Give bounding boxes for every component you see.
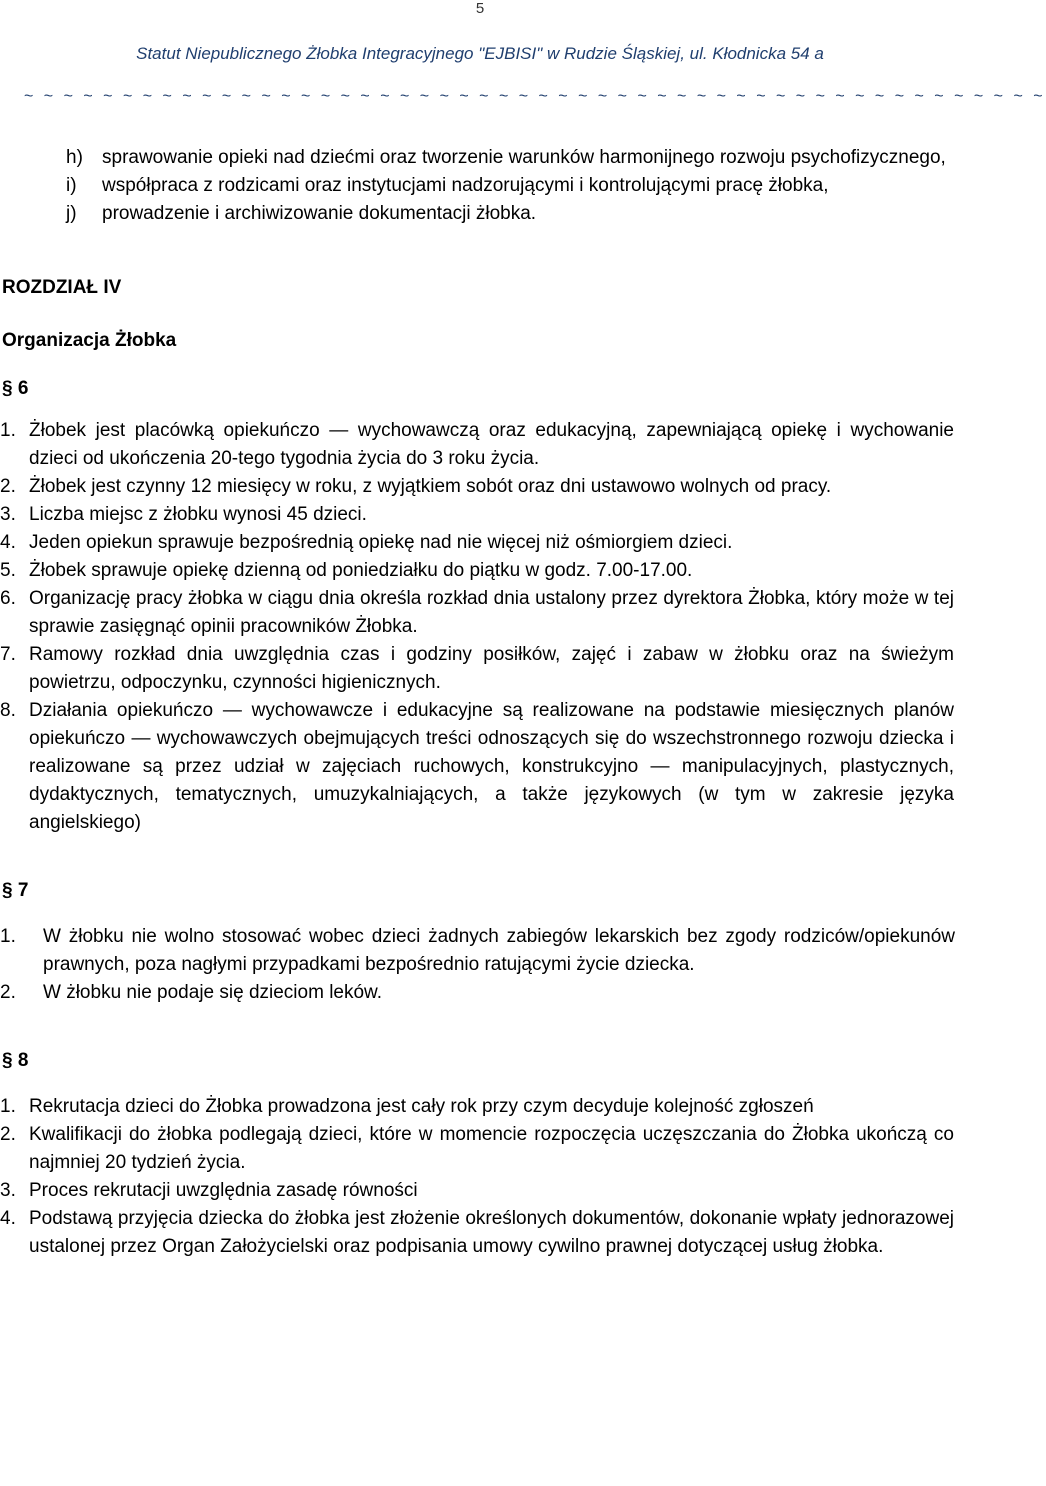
page-number: 5 xyxy=(475,0,485,17)
list-marker: 4. xyxy=(0,1208,16,1229)
list-text: sprawowanie opieki nad dziećmi oraz tworzenie warunków harmonijnego rozwoju psychofizycznego, xyxy=(102,147,946,168)
list-text: Żłobek jest czynny 12 miesięcy w roku, z wyjątkiem sobót oraz dni ustawowo wolnych od pracy. xyxy=(29,476,832,497)
list-text: współpraca z rodzicami oraz instytucjami nadzorującymi i kontrolującymi pracę żłobka, xyxy=(102,175,829,196)
list-item xyxy=(0,923,955,979)
section-heading-6: § 6 xyxy=(2,378,29,399)
list-item xyxy=(0,501,954,529)
list-text: Podstawą przyjęcia dziecka do żłobka jest złożenie określonych dokumentów, dokonanie wpłaty jednorazowej ustalonej przez Organ Założycielski oraz podpisania umowy cywilno prawnej dotyczącej usług żłobka. xyxy=(29,1208,954,1257)
list-marker: 1. xyxy=(0,1096,16,1117)
list-text: prowadzenie i archiwizowanie dokumentacji żłobka. xyxy=(102,203,537,224)
list-marker: 5. xyxy=(0,560,16,581)
list-text: Ramowy rozkład dnia uwzględnia czas i godziny posiłków, zajęć i zabaw w żłobku oraz na świeżym powietrzu, odpoczynku, czynności higienicznych. xyxy=(29,644,954,693)
list-item xyxy=(0,417,954,473)
chapter-subtitle: Organizacja Żłobka xyxy=(2,330,177,351)
list-item-h xyxy=(66,144,957,172)
section-heading-7: § 7 xyxy=(2,880,29,901)
list-item xyxy=(0,1121,954,1177)
list-item-j xyxy=(66,200,957,228)
list-text: Żłobek sprawuje opiekę dzienną od poniedziałku do piątku w godz. 7.00-17.00. xyxy=(29,560,693,581)
list-marker: 7. xyxy=(0,644,16,665)
list-marker: 3. xyxy=(0,1180,16,1201)
chapter-title: ROZDZIAŁ IV xyxy=(2,277,122,298)
list-marker: i) xyxy=(66,175,77,196)
list-marker: 4. xyxy=(0,532,16,553)
list-item-i xyxy=(66,172,957,200)
list-text: Proces rekrutacji uwzględnia zasadę równości xyxy=(29,1180,418,1201)
list-text: Jeden opiekun sprawuje bezpośrednią opiekę nad nie więcej niż ośmiorgiem dzieci. xyxy=(29,532,733,553)
list-item xyxy=(0,697,954,837)
list-item xyxy=(0,473,954,501)
list-item xyxy=(0,557,954,585)
list-marker: 2. xyxy=(0,476,16,497)
list-item xyxy=(0,1093,954,1121)
list-text: Organizację pracy żłobka w ciągu dnia określa rozkład dnia ustalony przez dyrektora Żłobka, który może w tej sprawie zasięgnąć opinii pracowników Żłobka. xyxy=(29,588,954,637)
list-marker: 8. xyxy=(0,700,16,721)
list-text: Żłobek jest placówką opiekuńczo — wychowawczą oraz edukacyjną, zapewniającą opiekę i wychowanie dzieci od ukończenia 20-tego tygodnia życia do 3 roku życia. xyxy=(29,420,954,469)
list-text: W żłobku nie podaje się dzieciom leków. xyxy=(43,982,383,1003)
list-marker: 6. xyxy=(0,588,16,609)
list-marker: 1. xyxy=(0,926,16,947)
list-marker: h) xyxy=(66,147,83,168)
list-marker: 2. xyxy=(0,982,16,1003)
list-text: W żłobku nie wolno stosować wobec dzieci żadnych zabiegów lekarskich bez zgody rodziców/opiekunów prawnych, poza nagłymi przypadkami bezpośrednio ratującymi życie dziecka. xyxy=(43,926,955,975)
list-text: Liczba miejsc z żłobku wynosi 45 dzieci. xyxy=(29,504,367,525)
header-separator: ~ ~ ~ ~ ~ ~ ~ ~ ~ ~ ~ ~ ~ ~ ~ ~ ~ ~ ~ ~ ~ ~ ~ ~ ~ ~ ~ ~ ~ ~ ~ ~ ~ ~ ~ ~ ~ ~ ~ ~ ~ ~ ~ ~ ~ ~ ~ ~ ~ ~ ~ ~ xyxy=(24,88,1046,105)
list-item xyxy=(0,585,954,641)
document-body xyxy=(0,144,960,1261)
list-text: Rekrutacja dzieci do Żłobka prowadzona jest cały rok przy czym decyduje kolejność zgłoszeń xyxy=(29,1096,814,1117)
list-text: Kwalifikacji do żłobka podlegają dzieci, które w momencie rozpoczęcia uczęszczania do Żłobka ukończą co najmniej 20 tydzień życia. xyxy=(29,1124,954,1173)
list-text: Działania opiekuńczo — wychowawcze i edukacyjne są realizowane na podstawie miesięcznych planów opiekuńczo — wychowawczych obejmujących treści odnoszących się do wszechstronnego rozwoju dziecka i realizowane są przez udział w zajęciach ruchowych, konstrukcyjno — manipulacyjnych, plastycznych, dydaktycznych, tematycznych, umuzykalniających, a także językowych (w tym w zakresie języka angielskiego) xyxy=(29,700,954,833)
list-item xyxy=(0,641,954,697)
list-marker: j) xyxy=(66,203,77,224)
list-marker: 3. xyxy=(0,504,16,525)
list-item xyxy=(0,1205,954,1261)
section-heading-8: § 8 xyxy=(2,1050,29,1071)
document-header: Statut Niepublicznego Żłobka Integracyjnego "EJBISI" w Rudzie Śląskiej, ul. Kłodnicka 54 a xyxy=(136,44,824,63)
list-item xyxy=(0,979,955,1007)
list-item xyxy=(0,529,954,557)
list-marker: 2. xyxy=(0,1124,16,1145)
list-marker: 1. xyxy=(0,420,16,441)
list-item xyxy=(0,1177,954,1205)
